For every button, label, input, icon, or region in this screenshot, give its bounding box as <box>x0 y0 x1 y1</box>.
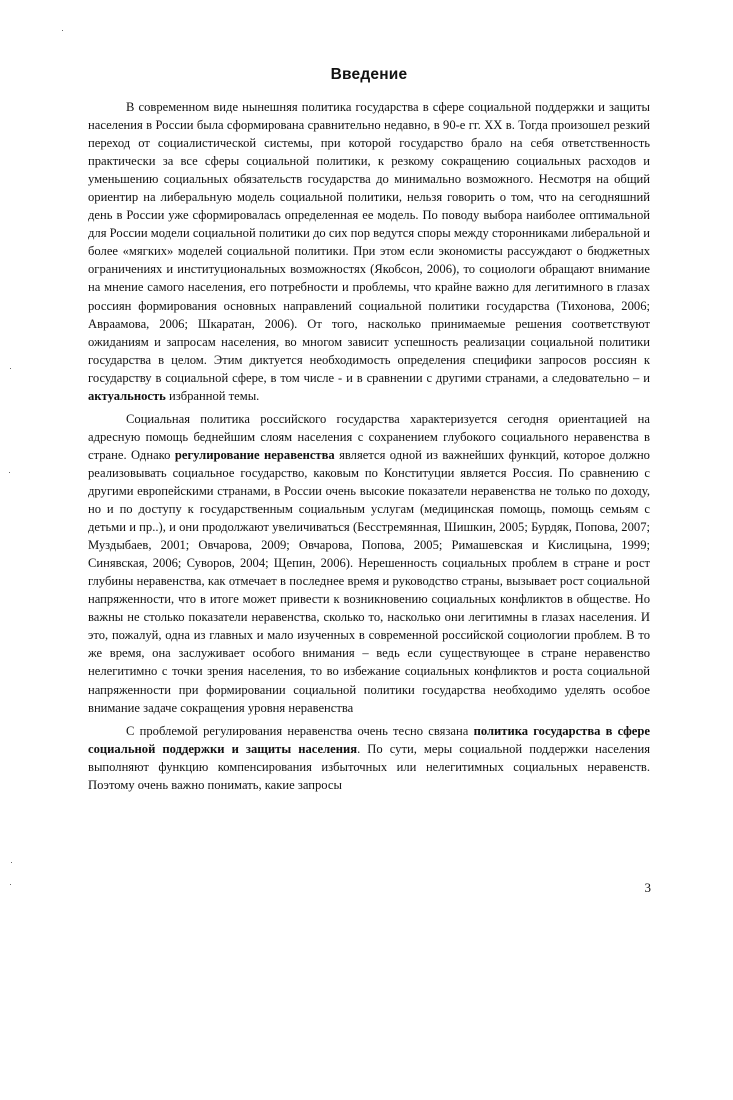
text-run: избранной темы. <box>165 388 260 403</box>
bold-term: регулирование неравенства <box>174 447 335 462</box>
text-run: В современном виде нынешняя политика государства в сфере социальной поддержки и защиты населения в России была сформирована сравнительно недавно, в 90-е гг. XX в. Тогда произошел резкий переход от социалистической системы, при которой государство брало на себя ответственность практически за все сферы социальной политики, к резкому сокращению социальных расходов и уменьшению социальных обязательств государства до минимально возможного. Несмотря на общий ориентир на либеральную модель социальной политики, нельзя говорить о том, что на сегодняшний день в России уже сформировалась определенная ее модель. По поводу выбора наиболее оптимальной для России модели социальной политики до сих пор ведутся споры между сторонниками либеральной и более «мягких» моделей социальной политики. При этом если экономисты рассуждают о бюджетных ограничениях и институциональных возможностях (Якобсон, 2006), то социологи обращают внимание на мнение самого населения, его потребности и проблемы, что крайне важно для легитимного в глазах россиян формирования основных направлений социальной политики государства (Тихонова, 2006; Авраамова, 2006; Шкаратан, 2006). От того, насколько принимаемые решения соответствуют ожиданиям и запросам населения, во многом зависит успешность реализации социальной политики государства в целом. Этим диктуется необходимость определения специфики запросов россиян к государству в социальной сфере, в том числе - и в сравнении с другими странами, а следовательно – и <box>88 100 650 385</box>
body-text <box>88 98 650 799</box>
text-run: . По сути, меры социальной поддержки населения выполняют функцию компенсирования избыточных или нелегитимных социальных неравенств. Поэтому очень важно понимать, какие запросы <box>88 741 650 792</box>
page-title: Введение <box>330 66 408 83</box>
text-run: является одной из важнейших функций, которое должно реализовывать социальное государство, каковым по Конституции является Россия. По сравнению с другими европейскими странами, в России очень высокие показатели неравенства не только по доходу, но и по доступу к государственным социальным услугам (медицинская помощь, помощь семьям с детьми и пр..), и они продолжают увеличиваться (Бесстремянная, Шишкин, 2005; Бурдяк, Попова, 2007; Муздыбаев, 2001; Овчарова, 2009; Овчарова, Попова, 2005; Римашевская и Кислицына, 1999; Синявская, 2006; Суворов, 2004; Щепин, 2006). Нерешенность социальных проблем в стране и рост глубины неравенства, как отмечает в последнее время и руководство страны, вызывает рост социальной напряженности, что в итоге может привести к возникновению социальных конфликтов в обществе. Но важны не столько показатели неравенства, сколько то, насколько они легитимны в глазах населения. И это, пожалуй, одна из главных и мало изученных в современной российской социологии проблем. В то же время, она заслуживает особого внимания – ведь если существующее в стране неравенство нелегитимно с точки зрения населения, то во избежание социальных конфликтов и роста социальной напряженности при формировании социальной политики государства необходимо уделять особое внимание задаче сокращения уровня неравенства <box>88 447 650 715</box>
scan-speck <box>62 30 63 31</box>
scan-speck <box>10 368 11 369</box>
paragraph-3 <box>88 722 650 794</box>
bold-term: актуальность <box>88 388 166 403</box>
scan-speck <box>9 472 10 473</box>
bold-term: политика государства в сфере социальной поддержки и защиты населения <box>88 723 650 756</box>
page-number: 3 <box>644 880 651 895</box>
paragraph-1 <box>88 98 650 405</box>
text-run: С проблемой регулирования неравенства очень тесно связана <box>126 723 474 738</box>
scan-speck <box>11 862 12 863</box>
scan-speck <box>10 884 11 885</box>
paragraph-2 <box>88 410 650 717</box>
text-run: Социальная политика российского государства характеризуется сегодня ориентацией на адресную помощь беднейшим слоям населения с сохранением глубокого социального неравенства в стране. Однако <box>88 411 650 462</box>
